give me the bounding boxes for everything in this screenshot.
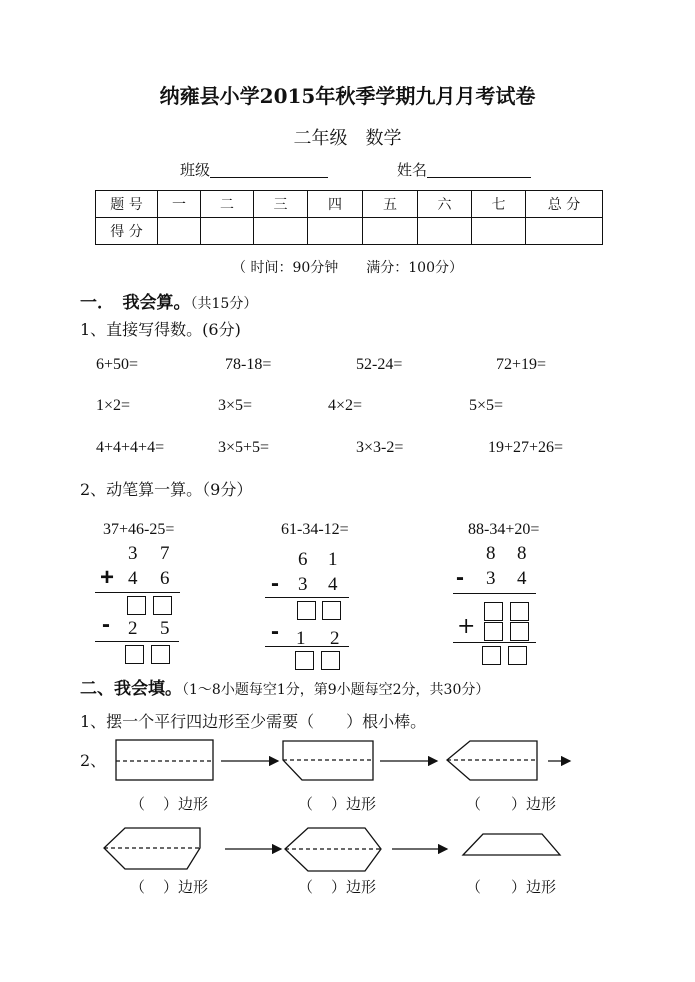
paren-close: ）	[163, 795, 179, 813]
shape-answer-blank[interactable]	[130, 880, 208, 895]
class-label: 班级	[180, 161, 211, 179]
shape-answer-blank[interactable]	[466, 797, 556, 812]
header-cell: 七	[472, 191, 526, 218]
name-label: 姓名	[397, 161, 428, 179]
digit: 6	[298, 549, 308, 570]
problem: 6+50=	[96, 356, 139, 373]
section1-points: （共15分）	[190, 296, 258, 312]
header-cell: 六	[418, 191, 472, 218]
section2-title: 二、我会填。	[80, 679, 182, 699]
digit: 5	[160, 618, 170, 639]
header-cell: 题 号	[96, 191, 158, 218]
exam-title: 纳雍县小学2015年秋季学期九月月考试卷	[159, 84, 536, 108]
header-cell: 总 分	[526, 191, 603, 218]
header-cell: 四	[308, 191, 363, 218]
problem: 3×5=	[218, 397, 253, 414]
shape-suffix: 边形	[346, 878, 377, 896]
paren-close: ）	[331, 878, 347, 896]
paren-open: （	[298, 878, 314, 896]
header-cell: 五	[363, 191, 418, 218]
fill-q2-label: 2、	[80, 751, 107, 770]
problem: 1×2=	[96, 397, 131, 414]
problem: 4+4+4+4=	[96, 439, 165, 456]
q2-title: 2、动笔算一算。（9分）	[80, 480, 253, 499]
exam-info: （ 时间：90分钟 满分：100分）	[232, 260, 463, 276]
shape-answer-blank[interactable]	[298, 797, 376, 812]
section1-title: 一． 我会算。	[80, 293, 191, 313]
digit: 6	[160, 568, 170, 589]
problem: 52-24=	[356, 356, 403, 373]
header-cell: 三	[254, 191, 308, 218]
paren-open: （	[130, 795, 146, 813]
shape-suffix: 边形	[526, 795, 557, 813]
digit: 3	[486, 568, 496, 589]
digit: 4	[128, 568, 138, 589]
digit: 2	[330, 628, 340, 649]
problem: 4×2=	[328, 397, 363, 414]
q1-title: 1、直接写得数。(6分)	[80, 320, 241, 339]
paren-close: ）	[163, 878, 179, 896]
score-label-cell: 得 分	[96, 218, 158, 245]
digit: 4	[328, 574, 338, 595]
digit: 4	[517, 568, 527, 589]
digit: 3	[298, 574, 308, 595]
digit: 1	[328, 549, 338, 570]
digit: 8	[486, 543, 496, 564]
digit: 7	[160, 543, 170, 564]
paren-close: ）	[331, 795, 347, 813]
minus-operator: -	[271, 618, 279, 645]
problem: 72+19=	[496, 356, 547, 373]
problem: 19+27+26=	[488, 439, 564, 456]
shape-answer-blank[interactable]	[130, 797, 208, 812]
section2-points: （1～8小题每空1分，第9小题每空2分，共30分）	[182, 682, 490, 698]
shape-suffix: 边形	[346, 795, 377, 813]
problem: 5×5=	[469, 397, 504, 414]
digit: 8	[517, 543, 527, 564]
calc-expression: 61-34-12=	[281, 521, 349, 538]
minus-operator: -	[271, 570, 279, 597]
shape-suffix: 边形	[178, 795, 209, 813]
shape-suffix: 边形	[178, 878, 209, 896]
header-cell: 二	[201, 191, 254, 218]
plus-operator: +	[457, 614, 476, 639]
minus-operator: -	[102, 611, 110, 638]
shape-answer-blank[interactable]	[466, 880, 556, 895]
digit: 3	[128, 543, 138, 564]
shape-suffix: 边形	[526, 878, 557, 896]
paren-open: （	[298, 795, 314, 813]
paren-close: ）	[511, 878, 527, 896]
paren-open: （	[466, 878, 482, 896]
paren-open: （	[130, 878, 146, 896]
calc-expression: 88-34+20=	[468, 521, 540, 538]
calc-expression: 37+46-25=	[103, 521, 175, 538]
problem: 3×3-2=	[356, 439, 404, 456]
header-cell: 一	[158, 191, 201, 218]
problem: 3×5+5=	[218, 439, 270, 456]
paren-open: （	[466, 795, 482, 813]
exam-subtitle: 二年级 数学	[293, 128, 402, 149]
digit: 1	[296, 628, 306, 649]
fill-q1: 1、摆一个平行四边形至少需要（ ）根小棒。	[80, 712, 427, 731]
minus-operator: -	[456, 564, 464, 591]
digit: 2	[128, 618, 138, 639]
problem: 78-18=	[225, 356, 272, 373]
trapezoid-shape	[463, 834, 560, 855]
shape-answer-blank[interactable]	[298, 880, 376, 895]
paren-close: ）	[511, 795, 527, 813]
rectangle-shape	[116, 740, 213, 780]
plus-operator: +	[100, 564, 115, 591]
